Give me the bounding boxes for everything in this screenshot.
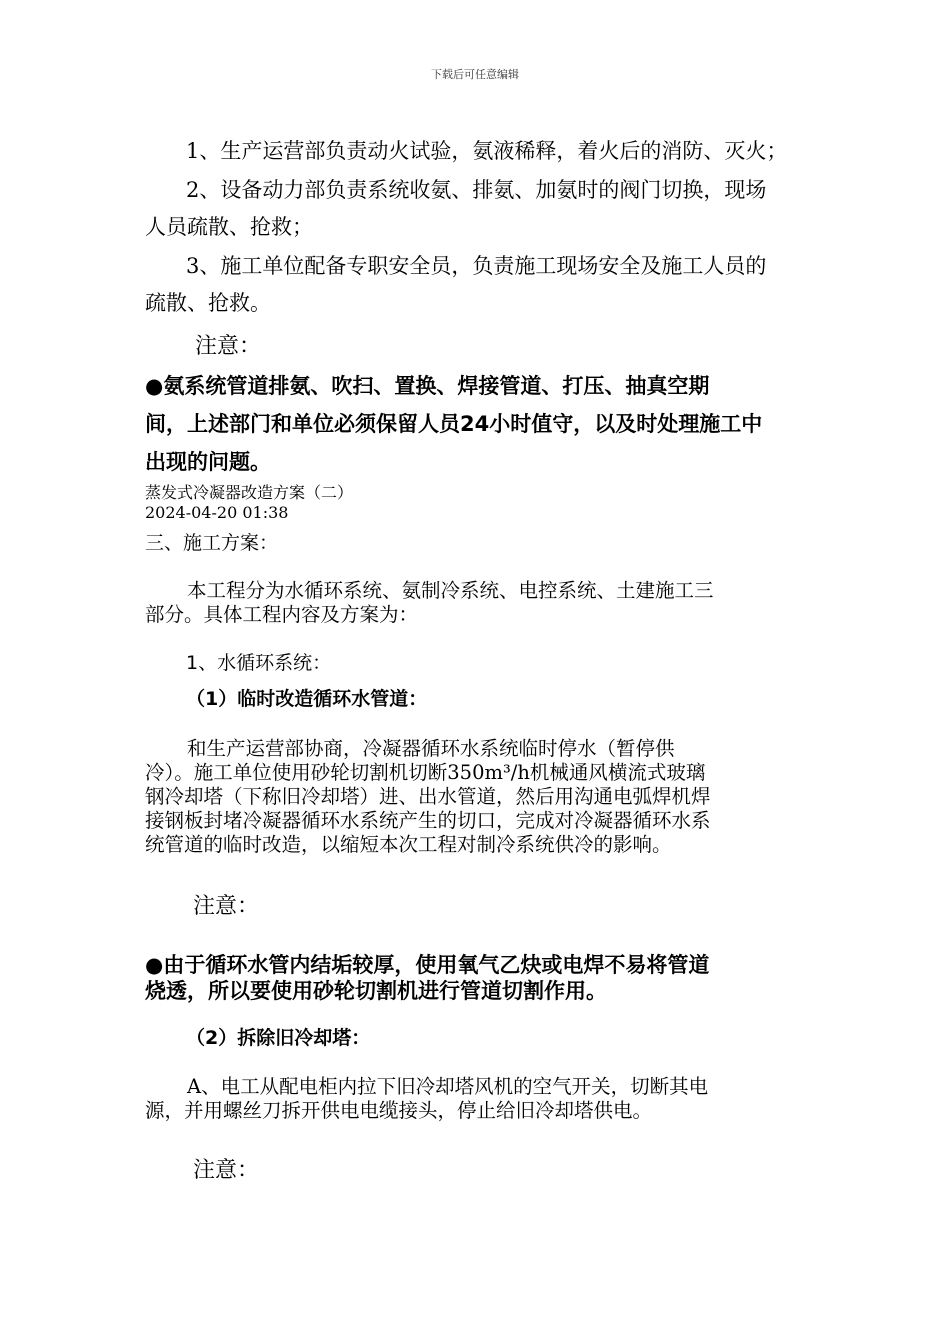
note-label: 注意： — [195, 334, 262, 359]
para-line-3: 钢冷却塔（下称旧冷却塔）进、出水管道，然后用沟通电弧焊机焊 — [145, 785, 711, 808]
duty-item-1: 1、生产运营部负责动火试验，氨液稀释，着火后的消防、灭火； — [186, 139, 788, 163]
doc-title: 蒸发式冷凝器改造方案（二） — [145, 483, 354, 502]
para-a-line-1: A、电工从配电柜内拉下旧冷却塔风机的空气开关，切断其电 — [187, 1075, 709, 1098]
bold-note-line-3: 出现的问题。 — [145, 450, 271, 474]
subsection-remove-tower: （2）拆除旧冷却塔： — [186, 1027, 371, 1049]
note-label-2: 注意： — [193, 894, 260, 919]
bold-note2-line-2: 烧透，所以要使用砂轮切割机进行管道切割作用。 — [145, 979, 607, 1003]
para-line-1: 和生产运营部协商，冷凝器循环水系统临时停水（暂停供 — [187, 737, 675, 760]
duty-item-3-cont: 疏散、抢救。 — [145, 291, 271, 315]
bold-note2-line-1: ●由于循环水管内结垢较厚，使用氧气乙炔或电焊不易将管道 — [145, 953, 710, 977]
doc-date: 2024-04-20 01:38 — [145, 503, 289, 522]
intro-line-1: 本工程分为水循环系统、氨制冷系统、电控系统、土建施工三 — [187, 579, 714, 602]
note-label-3: 注意： — [193, 1158, 260, 1183]
bold-note-line-2: 间，上述部门和单位必须保留人员24小时值守，以及时处理施工中 — [145, 412, 763, 436]
section-heading: 三、施工方案： — [145, 532, 279, 554]
subsection-temp-pipe: （1）临时改造循环水管道： — [186, 688, 428, 710]
para-line-4: 接钢板封堵冷凝器循环水系统产生的切口，完成对冷凝器循环水系 — [145, 809, 711, 832]
page-header: 下载后可任意编辑 — [431, 68, 519, 81]
duty-item-3: 3、施工单位配备专职安全员，负责施工现场安全及施工人员的 — [186, 254, 767, 278]
intro-line-2: 部分。具体工程内容及方案为： — [145, 603, 419, 626]
para-line-5: 统管道的临时改造，以缩短本次工程对制冷系统供冷的影响。 — [145, 833, 672, 856]
para-a-line-2: 源，并用螺丝刀拆开供电电缆接头，停止给旧冷却塔供电。 — [145, 1099, 653, 1122]
duty-item-2: 2、设备动力部负责系统收氨、排氨、加氨时的阀门切换，现场 — [186, 178, 767, 202]
duty-item-2-cont: 人员疏散、抢救； — [145, 215, 313, 239]
para-line-2: 冷）。施工单位使用砂轮切割机切断350m³/h机械通风横流式玻璃 — [145, 761, 706, 784]
subsection-water-loop: 1、水循环系统： — [186, 652, 332, 674]
bold-note-line-1: ●氨系统管道排氨、吹扫、置换、焊接管道、打压、抽真空期 — [145, 374, 710, 398]
